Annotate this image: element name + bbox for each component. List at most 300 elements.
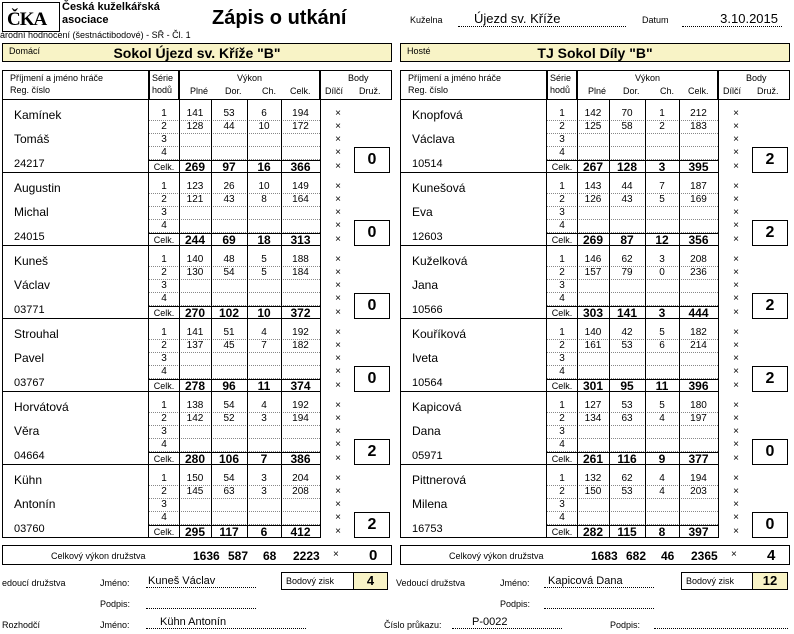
series-number: 3 bbox=[161, 280, 167, 291]
score-grid bbox=[547, 465, 718, 538]
player-reg-number: 05971 bbox=[412, 450, 443, 462]
series-number: 3 bbox=[559, 207, 565, 218]
total-value: 374 bbox=[290, 379, 311, 393]
score-value: 150 bbox=[584, 486, 602, 497]
total-value: 397 bbox=[688, 525, 709, 539]
druz-score: 0 bbox=[354, 147, 390, 173]
total-value: 69 bbox=[222, 233, 236, 247]
druz-header: Druž. bbox=[757, 86, 779, 96]
home-bodovy-zisk-box bbox=[281, 572, 361, 590]
score-value: 208 bbox=[690, 254, 707, 265]
series-number: 4 bbox=[161, 439, 167, 450]
x-column bbox=[718, 173, 752, 246]
team-total-druz: 4 bbox=[767, 547, 776, 564]
total-value: 3 bbox=[658, 160, 666, 174]
team-total-value: 2365 bbox=[691, 549, 718, 563]
score-value: 169 bbox=[690, 194, 707, 205]
player-reg-number: 12603 bbox=[412, 231, 443, 243]
player-reg-number: 16753 bbox=[412, 523, 443, 535]
player-surname: Kunešová bbox=[412, 181, 466, 195]
away-column-header bbox=[400, 70, 790, 100]
player-block bbox=[400, 173, 790, 246]
player-firstname: Antonín bbox=[14, 497, 56, 511]
score-grid bbox=[149, 392, 320, 465]
rozhodci-name: Kühn Antonín bbox=[146, 616, 306, 629]
score-value: 194 bbox=[292, 413, 309, 424]
total-value: 269 bbox=[184, 160, 206, 174]
score-grid bbox=[149, 173, 320, 246]
x-column bbox=[320, 100, 354, 173]
datum-label: Datum bbox=[642, 15, 669, 25]
ch-header: Ch. bbox=[262, 86, 277, 96]
cka-logo bbox=[2, 2, 60, 32]
x-column bbox=[320, 392, 354, 465]
player-firstname: Jana bbox=[412, 278, 439, 292]
score-value: 53 bbox=[223, 108, 235, 119]
celk-label: Celk. bbox=[551, 308, 573, 318]
ch-header: Ch. bbox=[660, 86, 675, 96]
team-total-value: 68 bbox=[263, 549, 277, 563]
x-mark: × bbox=[335, 307, 341, 318]
player-reg-number: 24015 bbox=[14, 231, 45, 243]
series-number: 4 bbox=[161, 147, 167, 158]
druz-score: 2 bbox=[752, 366, 788, 392]
away-vedouci-name: Kapicová Dana bbox=[544, 575, 654, 588]
rozhodci-jmeno-label: Jméno: bbox=[100, 620, 130, 630]
score-value: 5 bbox=[659, 327, 665, 338]
plne-header: Plné bbox=[588, 86, 607, 96]
x-mark: × bbox=[733, 499, 739, 510]
x-mark: × bbox=[733, 207, 739, 218]
score-value: 149 bbox=[292, 181, 309, 192]
score-value: 44 bbox=[223, 121, 235, 132]
dor-header: Dor. bbox=[623, 86, 640, 96]
x-column bbox=[320, 246, 354, 319]
x-mark: × bbox=[733, 380, 739, 391]
name-header-1: Příjmení a jméno hráče bbox=[408, 73, 502, 83]
score-value: 5 bbox=[659, 194, 665, 205]
score-value: 1 bbox=[659, 108, 665, 119]
score-value: 214 bbox=[690, 340, 707, 351]
serie-header-2: hodů bbox=[550, 85, 571, 95]
org-line1: Česká kuželkářská bbox=[62, 1, 160, 13]
away-podpis-label: Podpis: bbox=[500, 599, 531, 609]
rozhodci-podpis-label: Podpis: bbox=[610, 620, 641, 630]
player-block bbox=[400, 319, 790, 392]
player-block bbox=[2, 465, 392, 538]
score-value: 26 bbox=[223, 181, 235, 192]
score-value: 2 bbox=[659, 121, 665, 132]
series-number: 4 bbox=[559, 512, 565, 523]
series-number: 1 bbox=[161, 400, 167, 411]
score-value: 51 bbox=[223, 327, 235, 338]
series-number: 4 bbox=[161, 220, 167, 231]
score-value: 63 bbox=[223, 486, 235, 497]
x-mark: × bbox=[733, 473, 739, 484]
x-mark: × bbox=[733, 267, 739, 278]
name-header-2: Reg. číslo bbox=[408, 85, 449, 95]
rozhodci-label: Rozhodčí bbox=[2, 620, 41, 630]
series-number: 3 bbox=[161, 134, 167, 145]
x-mark: × bbox=[733, 512, 739, 523]
score-grid bbox=[547, 246, 718, 319]
team-total-value: 587 bbox=[228, 549, 249, 563]
total-value: 16 bbox=[257, 160, 271, 174]
page-title: Zápis o utkání bbox=[212, 7, 347, 29]
score-value: 127 bbox=[584, 400, 602, 411]
dor-header: Dor. bbox=[225, 86, 242, 96]
home-bz-label: Bodový zisk bbox=[286, 576, 335, 586]
player-firstname: Iveta bbox=[412, 351, 439, 365]
x-mark: × bbox=[733, 134, 739, 145]
total-value: 282 bbox=[582, 525, 604, 539]
x-column bbox=[718, 100, 752, 173]
x-mark: × bbox=[335, 108, 341, 119]
player-block bbox=[2, 173, 392, 246]
team-total-x: × bbox=[333, 549, 339, 560]
away-vedouci-label: Vedoucí družstva bbox=[396, 578, 466, 588]
score-value: 79 bbox=[621, 267, 633, 278]
name-header-1: Příjmení a jméno hráče bbox=[10, 73, 104, 83]
total-value: 280 bbox=[184, 452, 206, 466]
total-value: 412 bbox=[290, 525, 311, 539]
series-number: 2 bbox=[161, 486, 167, 497]
series-number: 4 bbox=[559, 366, 565, 377]
series-number: 1 bbox=[559, 108, 565, 119]
player-block bbox=[400, 465, 790, 538]
x-mark: × bbox=[335, 327, 341, 338]
player-surname: Kühn bbox=[14, 473, 43, 487]
x-mark: × bbox=[733, 293, 739, 304]
score-value: 10 bbox=[258, 181, 270, 192]
prukaz-label: Číslo průkazu: bbox=[384, 620, 442, 630]
total-value: 303 bbox=[582, 306, 604, 320]
series-number: 2 bbox=[161, 413, 167, 424]
series-number: 3 bbox=[161, 207, 167, 218]
score-value: 4 bbox=[659, 413, 665, 424]
x-mark: × bbox=[335, 426, 341, 437]
player-reg-number: 24217 bbox=[14, 158, 45, 170]
player-reg-number: 10566 bbox=[412, 304, 443, 316]
player-firstname: Dana bbox=[412, 424, 441, 438]
score-value: 6 bbox=[659, 340, 665, 351]
x-mark: × bbox=[335, 207, 341, 218]
dilci-header: Dílčí bbox=[325, 86, 343, 96]
total-value: 11 bbox=[257, 379, 271, 393]
score-value: 45 bbox=[223, 340, 235, 351]
x-mark: × bbox=[733, 280, 739, 291]
x-mark: × bbox=[733, 366, 739, 377]
player-surname: Kamínek bbox=[14, 108, 62, 122]
druz-score: 2 bbox=[752, 220, 788, 246]
series-number: 2 bbox=[559, 413, 565, 424]
series-number: 3 bbox=[161, 426, 167, 437]
home-jmeno-label: Jméno: bbox=[100, 578, 130, 588]
series-number: 3 bbox=[559, 499, 565, 510]
x-mark: × bbox=[335, 161, 341, 172]
score-value: 6 bbox=[261, 108, 267, 119]
home-bodovy-zisk: 4 bbox=[353, 572, 388, 590]
home-team-name: Sokol Újezd sv. Kříže "B" bbox=[113, 45, 281, 61]
away-team-name: TJ Sokol Díly "B" bbox=[537, 45, 653, 61]
series-number: 3 bbox=[161, 499, 167, 510]
series-number: 2 bbox=[161, 340, 167, 351]
score-value: 62 bbox=[621, 473, 633, 484]
druz-score: 0 bbox=[354, 220, 390, 246]
player-firstname: Václava bbox=[412, 132, 455, 146]
home-vedouci-label: edoucí družstva bbox=[2, 578, 66, 588]
x-mark: × bbox=[733, 453, 739, 464]
score-value: 130 bbox=[186, 267, 204, 278]
score-value: 204 bbox=[292, 473, 309, 484]
celk-label: Celk. bbox=[153, 454, 175, 464]
x-mark: × bbox=[335, 293, 341, 304]
total-value: 12 bbox=[655, 233, 669, 247]
total-value: 102 bbox=[218, 306, 240, 320]
series-number: 4 bbox=[559, 439, 565, 450]
total-value: 7 bbox=[260, 452, 268, 466]
x-mark: × bbox=[335, 400, 341, 411]
home-total-row bbox=[2, 545, 392, 565]
away-podpis-line bbox=[544, 598, 654, 609]
vykon-header: Výkon bbox=[635, 73, 661, 83]
score-value: 172 bbox=[292, 121, 309, 132]
series-number: 3 bbox=[559, 280, 565, 291]
score-value: 145 bbox=[186, 486, 204, 497]
serie-header-2: hodů bbox=[152, 85, 173, 95]
away-bz-label: Bodový zisk bbox=[686, 576, 735, 586]
series-number: 4 bbox=[559, 147, 565, 158]
subtitle: árodní hodnocení (šestnáctibodové) - SŘ - Čl. 1 bbox=[0, 30, 191, 40]
total-value: 270 bbox=[184, 306, 206, 320]
player-reg-number: 04664 bbox=[14, 450, 45, 462]
player-surname: Strouhal bbox=[14, 327, 59, 341]
x-mark: × bbox=[733, 147, 739, 158]
score-value: 150 bbox=[186, 473, 204, 484]
serie-header-1: Série bbox=[550, 73, 572, 83]
x-mark: × bbox=[335, 526, 341, 537]
celk-label: Celk. bbox=[551, 527, 573, 537]
x-mark: × bbox=[733, 234, 739, 245]
player-block bbox=[2, 246, 392, 319]
player-reg-number: 03760 bbox=[14, 523, 45, 535]
score-value: 188 bbox=[292, 254, 309, 265]
score-value: 42 bbox=[621, 327, 633, 338]
score-grid bbox=[547, 319, 718, 392]
total-value: 267 bbox=[582, 160, 604, 174]
vykon-header: Výkon bbox=[237, 73, 263, 83]
total-value: 141 bbox=[616, 306, 638, 320]
x-mark: × bbox=[335, 254, 341, 265]
home-vedouci-name: Kuneš Václav bbox=[146, 575, 256, 588]
team-total-value: 682 bbox=[626, 549, 647, 563]
player-firstname: Věra bbox=[14, 424, 40, 438]
total-value: 366 bbox=[290, 160, 311, 174]
score-value: 5 bbox=[261, 267, 267, 278]
player-firstname: Eva bbox=[412, 205, 433, 219]
series-number: 1 bbox=[559, 327, 565, 338]
score-value: 128 bbox=[186, 121, 204, 132]
celk-label: Celk. bbox=[551, 162, 573, 172]
score-grid bbox=[149, 246, 320, 319]
score-value: 52 bbox=[223, 413, 235, 424]
score-value: 44 bbox=[621, 181, 633, 192]
away-team-header bbox=[400, 43, 790, 62]
series-number: 2 bbox=[559, 267, 565, 278]
series-number: 2 bbox=[161, 121, 167, 132]
player-reg-number: 10564 bbox=[412, 377, 443, 389]
player-block bbox=[400, 246, 790, 319]
total-value: 313 bbox=[290, 233, 311, 247]
series-number: 3 bbox=[559, 353, 565, 364]
score-value: 142 bbox=[584, 108, 602, 119]
total-value: 117 bbox=[219, 525, 239, 539]
score-value: 7 bbox=[261, 340, 267, 351]
score-value: 208 bbox=[292, 486, 309, 497]
series-number: 1 bbox=[559, 400, 565, 411]
plne-header: Plné bbox=[190, 86, 209, 96]
score-value: 3 bbox=[659, 254, 665, 265]
score-value: 0 bbox=[659, 267, 665, 278]
away-bodovy-zisk-box bbox=[681, 572, 761, 590]
total-value: 116 bbox=[617, 452, 637, 466]
series-number: 3 bbox=[161, 353, 167, 364]
score-value: 146 bbox=[584, 254, 602, 265]
org-line2: asociace bbox=[62, 14, 109, 26]
score-value: 161 bbox=[584, 340, 602, 351]
score-value: 134 bbox=[584, 413, 602, 424]
player-reg-number: 10514 bbox=[412, 158, 443, 170]
away-bodovy-zisk: 12 bbox=[752, 572, 788, 590]
team-total-label: Celkový výkon družstva bbox=[449, 551, 544, 561]
score-value: 212 bbox=[690, 108, 707, 119]
player-block bbox=[400, 100, 790, 173]
player-reg-number: 03771 bbox=[14, 304, 45, 316]
x-mark: × bbox=[335, 194, 341, 205]
x-mark: × bbox=[733, 426, 739, 437]
total-value: 18 bbox=[257, 233, 271, 247]
x-mark: × bbox=[335, 413, 341, 424]
x-mark: × bbox=[335, 121, 341, 132]
score-value: 183 bbox=[690, 121, 707, 132]
series-number: 4 bbox=[161, 366, 167, 377]
home-podpis-label: Podpis: bbox=[100, 599, 131, 609]
celk-label: Celk. bbox=[153, 308, 175, 318]
prukaz-value: P-0022 bbox=[452, 616, 562, 629]
player-firstname: Milena bbox=[412, 497, 448, 511]
team-total-label: Celkový výkon družstva bbox=[51, 551, 146, 561]
series-number: 2 bbox=[559, 486, 565, 497]
player-surname: Horvátová bbox=[14, 400, 69, 414]
score-value: 125 bbox=[584, 121, 602, 132]
x-mark: × bbox=[733, 121, 739, 132]
score-value: 54 bbox=[223, 473, 235, 484]
player-surname: Augustin bbox=[14, 181, 61, 195]
score-value: 141 bbox=[186, 327, 204, 338]
score-value: 48 bbox=[223, 254, 235, 265]
total-value: 128 bbox=[616, 160, 638, 174]
score-value: 62 bbox=[621, 254, 633, 265]
x-mark: × bbox=[733, 353, 739, 364]
series-number: 4 bbox=[161, 512, 167, 523]
team-total-value: 46 bbox=[661, 549, 675, 563]
score-value: 192 bbox=[292, 327, 309, 338]
celk-label: Celk. bbox=[153, 162, 175, 172]
total-value: 97 bbox=[222, 160, 236, 174]
x-mark: × bbox=[335, 234, 341, 245]
score-value: 197 bbox=[690, 413, 707, 424]
x-mark: × bbox=[335, 353, 341, 364]
score-value: 54 bbox=[223, 400, 235, 411]
druz-score: 2 bbox=[752, 147, 788, 173]
score-value: 141 bbox=[186, 108, 204, 119]
x-mark: × bbox=[335, 280, 341, 291]
score-grid bbox=[149, 319, 320, 392]
score-value: 8 bbox=[261, 194, 267, 205]
series-number: 2 bbox=[559, 121, 565, 132]
away-jmeno-label: Jméno: bbox=[500, 578, 530, 588]
score-value: 4 bbox=[659, 486, 665, 497]
home-column-header bbox=[2, 70, 392, 100]
score-value: 126 bbox=[584, 194, 602, 205]
player-block bbox=[2, 319, 392, 392]
away-total-row bbox=[400, 545, 790, 565]
total-value: 269 bbox=[582, 233, 604, 247]
total-value: 295 bbox=[184, 525, 206, 539]
total-value: 395 bbox=[688, 160, 709, 174]
celk-label: Celk. bbox=[551, 381, 573, 391]
score-value: 3 bbox=[261, 486, 267, 497]
logo-text: ČKA bbox=[7, 9, 47, 30]
x-column bbox=[320, 319, 354, 392]
x-mark: × bbox=[335, 512, 341, 523]
druz-score: 2 bbox=[752, 293, 788, 319]
series-number: 1 bbox=[161, 473, 167, 484]
total-value: 244 bbox=[184, 233, 206, 247]
celk-label: Celk. bbox=[153, 527, 175, 537]
series-number: 3 bbox=[559, 426, 565, 437]
score-value: 184 bbox=[292, 267, 309, 278]
score-value: 54 bbox=[223, 267, 235, 278]
series-number: 1 bbox=[559, 254, 565, 265]
score-value: 187 bbox=[690, 181, 707, 192]
x-mark: × bbox=[733, 220, 739, 231]
total-value: 356 bbox=[688, 233, 709, 247]
score-value: 58 bbox=[621, 121, 633, 132]
x-column bbox=[320, 173, 354, 246]
score-value: 53 bbox=[621, 400, 633, 411]
team-total-value: 1636 bbox=[193, 549, 220, 563]
score-value: 194 bbox=[292, 108, 309, 119]
total-value: 87 bbox=[620, 233, 634, 247]
x-mark: × bbox=[733, 526, 739, 537]
dilci-header: Dílčí bbox=[723, 86, 741, 96]
total-value: 10 bbox=[257, 306, 271, 320]
home-podpis-line bbox=[146, 598, 256, 609]
series-number: 1 bbox=[559, 181, 565, 192]
total-value: 278 bbox=[184, 379, 206, 393]
player-firstname: Pavel bbox=[14, 351, 45, 365]
player-firstname: Michal bbox=[14, 205, 49, 219]
player-surname: Kuželková bbox=[412, 254, 468, 268]
x-mark: × bbox=[733, 400, 739, 411]
score-value: 4 bbox=[261, 327, 267, 338]
x-mark: × bbox=[335, 486, 341, 497]
score-value: 143 bbox=[584, 181, 602, 192]
x-mark: × bbox=[733, 161, 739, 172]
score-value: 164 bbox=[292, 194, 309, 205]
score-value: 180 bbox=[690, 400, 707, 411]
